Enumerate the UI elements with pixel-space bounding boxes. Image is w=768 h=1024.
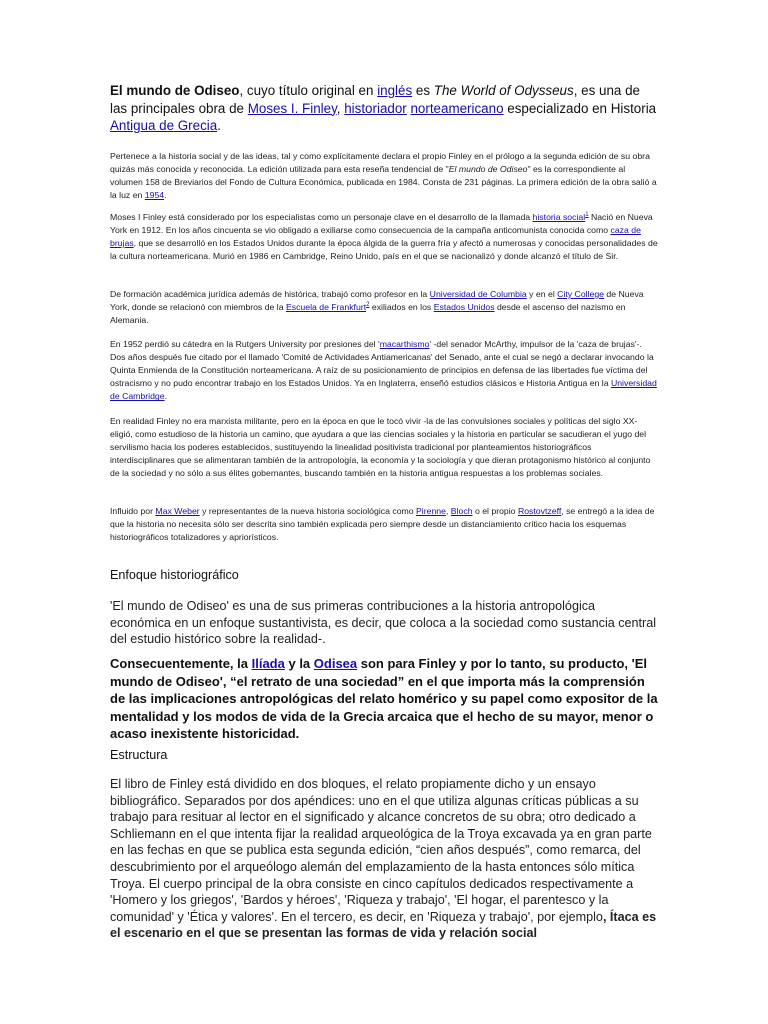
link-bloch[interactable]: Bloch bbox=[450, 506, 473, 516]
paragraph-formacion: De formación académica jurídica además de histórica, trabajó como profesor en la Universidad de Columbia y en el City College de Nueva York, donde se relacionó con miembros de la Escuela de Frankfurt$^2$ exiliados en los Estados Unidos desde el ascenso del nazismo en Alemania. bbox=[110, 289, 644, 326]
paragraph-1952: En 1952 perdió su cátedra en la Rutgers University por presiones del 'macarthismo' -del senador McArthy, impulsor de la 'caza de brujas'-. Dos años después fue citado por el llamado 'Comité de Actividades Antiamericanas' del Senado, ante el cual se negó a declarar invocando la Quinta Enmienda de la Constitución norteamericana. A raíz de su posicionamiento de principios en defensa de las libertades fue víctima del ostracismo y no pudo encontrar trabajo en los Estados Unidos. Ya en Inglaterra, enseñó estudios clásicos e Historia Antigua en la Universidad de Cambridge. bbox=[110, 339, 657, 402]
paragraph-marxismo: En realidad Finley no era marxista militante, pero en la época en que le tocó vivir -la de las convulsiones sociales y políticas del siglo XX- eligió, como estudioso de la historia un camino, que ayudara a que las ciencias sociales y la historia en particular se sacudieran el yugo del servilismo hacia los poderes establecidos, sustituyendo la linealidad positivista tradicional por planteamientos historiográficos interdisciplinares que se alimentaran también de la antropología, la economía y la sociología y que dieran protagonismo histórico al conjunto de la sociedad y no sólo a sus élites gobernantes, buscando también en la historia antigua respuestas a los problemas sociales. bbox=[110, 416, 651, 479]
link-ingles[interactable]: inglés bbox=[377, 83, 413, 98]
link-universidad-columbia[interactable]: Universidad de Columbia bbox=[429, 289, 527, 299]
link-iliada[interactable]: Ilíada bbox=[251, 656, 285, 671]
book-title: El mundo de Odiseo bbox=[110, 83, 240, 98]
link-caza-de-brujas[interactable]: caza de brujas bbox=[110, 225, 641, 249]
link-max-weber[interactable]: Max Weber bbox=[155, 506, 200, 516]
paragraph-influencias: Influido por Max Weber y representantes de la nueva historia sociológica como Pirenne, Bloch o el propio Rostovtzeff, se entregó a la idea de que la historia no necesita sólo ser descrita sino también explicada pero siempre desde un distanciamiento crítico hacia los esquemas historiográficos totalizadores y apriorísticos. bbox=[110, 506, 655, 543]
link-norteamericano[interactable]: norteamericano bbox=[410, 100, 504, 116]
paragraph-biografia: Moses I Finley está considerado por los especialistas como un personaje clave en el desarrollo de la llamada historia social$^1$ Nació en Nueva York en 1912. En los años cincuenta se vio obligado a exiliarse como consecuencia de la campaña anticomunista conocida como caza de brujas, que se desarrolló en los Estados Unidos durante la época álgida de la guerra fría y afectó a numerosas y conocidas personalidades de la cultura norteamericana. Murió en 1986 en Cambridge, Reino Unido, país en el que se nacionalizó y donde alcanzó el título de Sir. bbox=[110, 212, 658, 262]
paragraph-estructura: El libro de Finley está dividido en dos bloques, el relato propiamente dicho y un ensayo bibliográfico. Separados por dos apéndices: uno en el que utiliza algunas críticas públicas a su trabajo para resituar al lector en el significado y alcance concretos de su obra; otro dedicado a Schliemann en el que intenta fijar la realidad arqueológica de la Troya excavada ya en gran parte en las fechas en que se publica esta segunda edición, “cien años después”, como remarca, del descubrimiento por el arqueólogo alemán del emplazamiento de la hasta entonces sólo mítica Troya. El cuerpo principal de la obra consiste en cinco capítulos dedicados respectivamente a 'Homero y los griegos', 'Bardos y héroes', 'Riqueza y trabajo', 'El hogar, el parentesco y la comunidad' y 'Ética y valores'. En el tercero, es decir, en 'Riqueza y trabajo', por ejemplo, Ítaca es el escenario en el que se presentan las formas de vida y relación social bbox=[110, 777, 657, 941]
link-escuela-frankfurt[interactable]: Escuela de Frankfurt bbox=[285, 302, 367, 313]
link-historia-social[interactable]: historia social bbox=[532, 212, 586, 222]
paragraph-iliada-odisea: Consecuentemente, la Ilíada y la Odisea son para Finley y por lo tanto, su producto, 'El mundo de Odiseo', “el retrato de una sociedad” en el que importa más la comprensión de las implicaciones antropológicas del relato homérico y su papel como expositor de la mentalidad y los modos de vida de la Grecia arcaica que el hecho de su mayor, menor o acaso inexistente historicidad. bbox=[110, 656, 658, 742]
link-odisea[interactable]: Odisea bbox=[313, 656, 358, 671]
link-1954[interactable]: 1954 bbox=[144, 190, 165, 201]
intro-paragraph: El mundo de Odiseo, cuyo título original en inglés es The World of Odysseus, es una de las principales obra de Moses I. Finley, historiador norteamericano especializado en Historia Antigua de Grecia. bbox=[110, 83, 657, 133]
paragraph-prologo: Pertenece a la historia social y de las ideas, tal y como explícitamente declara el propio Finley en el prólogo a la segunda edición de su obra quizás más conocida y reconocida. La edición utilizada para esta reseña tendencial de "El mundo de Odiseo" es la correspondiente al volumen 158 de Breviarios del Fondo de Cultura Económica, publicada en 1984. Consta de 231 páginas. La primera edición de la obra salió a la luz en 1954. bbox=[110, 151, 657, 201]
link-universidad-cambridge[interactable]: Universidad de Cambridge bbox=[110, 378, 657, 402]
link-pirenne[interactable]: Pirenne bbox=[416, 506, 446, 516]
footnote-2-link[interactable]: 2 bbox=[366, 302, 370, 309]
link-estados-unidos[interactable]: Estados Unidos bbox=[433, 302, 495, 313]
link-city-college[interactable]: City College bbox=[557, 289, 605, 299]
heading-estructura: Estructura bbox=[110, 748, 168, 762]
original-title: The World of Odysseus bbox=[433, 83, 574, 98]
link-macarthismo[interactable]: macarthismo bbox=[379, 339, 430, 349]
link-rostovtzeff[interactable]: Rostovtzeff bbox=[517, 506, 562, 516]
heading-enfoque: Enfoque historiográfico bbox=[110, 568, 239, 582]
link-antigua-grecia[interactable]: Antigua de Grecia bbox=[110, 118, 218, 133]
link-historiador[interactable]: historiador bbox=[344, 100, 407, 116]
paragraph-enfoque: 'El mundo de Odiseo' es una de sus primeras contribuciones a la historia antropológica económica en un enfoque sustantivista, es decir, que coloca a la sociedad como sustancia central del estudio histórico sobre la realidad-. bbox=[110, 599, 657, 647]
footnote-1-link[interactable]: 1 bbox=[585, 212, 589, 219]
link-moses-finley[interactable]: Moses I. Finley bbox=[247, 100, 337, 116]
